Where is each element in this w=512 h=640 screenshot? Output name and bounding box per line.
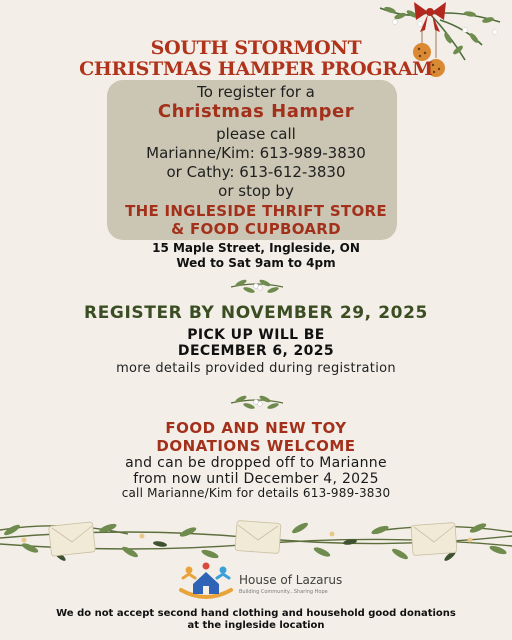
register-intro: To register for a bbox=[197, 83, 315, 101]
mistletoe-icon bbox=[229, 275, 285, 297]
store-address: 15 Maple Street, Ingleside, ON bbox=[152, 241, 360, 255]
store-hours: Wed to Sat 9am to 4pm bbox=[176, 256, 336, 270]
store-name-line2: & FOOD CUPBOARD bbox=[171, 220, 341, 238]
mistletoe-icon bbox=[229, 391, 285, 413]
store-name-line1: THE INGLESIDE THRIFT STORE bbox=[125, 202, 387, 220]
pickup-line1: PICK UP WILL BE bbox=[187, 327, 325, 343]
drop-off-line2: from now until December 4, 2025 bbox=[133, 471, 379, 487]
program-title-line1: SOUTH STORMONT bbox=[150, 37, 362, 59]
logo-name: House of Lazarus bbox=[239, 573, 343, 587]
house-of-lazarus-icon bbox=[177, 562, 235, 602]
donations-heading-line2: DONATIONS WELCOME bbox=[156, 437, 356, 455]
contact-marianne-kim: Marianne/Kim: 613-989-3830 bbox=[146, 144, 366, 162]
christmas-hamper-label: Christmas Hamper bbox=[157, 101, 355, 122]
or-stop-by-text: or stop by bbox=[218, 182, 294, 200]
donation-notice-line1: We do not accept second hand clothing and household good donations bbox=[56, 608, 456, 619]
logo-tagline: Building Community...Sharing Hope bbox=[239, 589, 328, 595]
donations-heading-line1: FOOD AND NEW TOY bbox=[165, 419, 347, 437]
call-details-line: call Marianne/Kim for details 613-989-3830 bbox=[121, 486, 391, 500]
pickup-date: DECEMBER 6, 2025 bbox=[177, 343, 335, 359]
register-deadline: REGISTER BY NOVEMBER 29, 2025 bbox=[84, 303, 428, 323]
drop-off-line1: and can be dropped off to Marianne bbox=[125, 455, 387, 471]
details-note: more details provided during registration bbox=[116, 361, 396, 376]
house-of-lazarus-logo bbox=[177, 562, 347, 602]
donation-notice-line2: at the ingleside location bbox=[187, 620, 325, 631]
program-title-line2: CHRISTMAS HAMPER PROGRAM bbox=[79, 58, 433, 80]
please-call-text: please call bbox=[216, 125, 296, 143]
contact-cathy: or Cathy: 613-612-3830 bbox=[166, 163, 346, 181]
